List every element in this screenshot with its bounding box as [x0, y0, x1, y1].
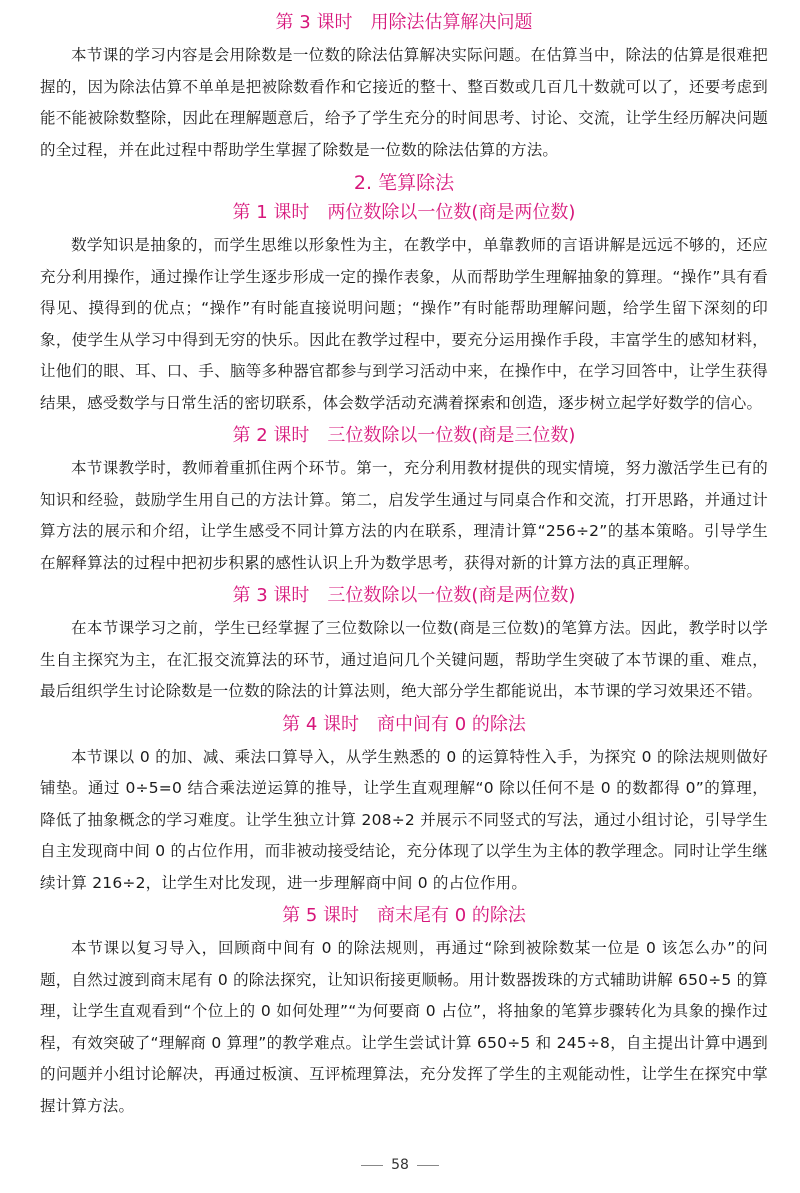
page-content [40, 6, 768, 1122]
section-paragraph: 本节课教学时，教师着重抓住两个环节。第一，充分利用教材提供的现实情境，努力激活学生已有的知识和经验，鼓励学生用自己的方法计算。第二，启发学生通过与同桌合作和交流，打开思路，并通过计算方法的展示和介绍，让学生感受不同计算方法的内在联系，理清计算“256÷2”的基本策略。引导学生在解释算法的过程中把初步积累的感性认识上升为数学思考，获得对新的计算方法的真正理解。 [40, 459, 768, 572]
section-paragraph: 本节课以 0 的加、减、乘法口算导入，从学生熟悉的 0 的运算特性入手，为探究 0 的除法规则做好铺垫。通过 0÷5=0 结合乘法逆运算的推导，让学生直观理解“0 除以任何不是 0 的数都得 0”的算理，降低了抽象概念的学习难度。让学生独立计算 208÷2 并展示不同竖式的写法，通过小组讨论，引导学生自主发现商中间 0 的占位作用，而非被动接受结论，充分体现了以学生为主体的教学理念。同时让学生继续计算 216÷2，让学生对比发现，进一步理解商中间 0 的占位作用。 [40, 747, 768, 892]
footer-rule-right [417, 1165, 439, 1166]
section-paragraph: 本节课以复习导入，回顾商中间有 0 的除法规则，再通过“除到被除数某一位是 0 该怎么办”的问题，自然过渡到商末尾有 0 的除法探究，让知识衔接更顺畅。用计数器拨珠的方式辅助讲解 650÷5 的算理，让学生直观看到“个位上的 0 如何处理”“为何要商 0 占位”，将抽象的笔算步骤转化为具象的操作过程，有效突破了“理解商 0 算理”的教学难点。让学生尝试计算 650÷5 和 245÷8，自主提出计算中遇到的问题并小组讨论解决，再通过板演、互评梳理算法，充分发挥了学生的主观能动性，让学生在探究中掌握计算方法。 [40, 939, 768, 1115]
section-paragraph: 在本节课学习之前，学生已经掌握了三位数除以一位数(商是三位数)的笔算方法。因此，教学时以学生自主探究为主，在汇报交流算法的环节，通过追问几个关键问题，帮助学生突破了本节课的重、难点，最后组织学生讨论除数是一位数的除法的计算法则，绝大部分学生都能说出，本节课的学习效果还不错。 [40, 619, 768, 700]
page-number: 58 [391, 1157, 409, 1173]
section-heading: 第 5 课时 商末尾有 0 的除法 [282, 905, 526, 926]
section-paragraph: 数学知识是抽象的，而学生思维以形象性为主，在教学中，单靠教师的言语讲解是远远不够的，还应充分利用操作，通过操作让学生逐步形成一定的操作表象，从而帮助学生理解抽象的算理。“操作”具有看得见、摸得到的优点；“操作”有时能直接说明问题；“操作”有时能帮助理解问题，给学生留下深刻的印象，使学生从学习中得到无穷的快乐。因此在教学过程中，要充分运用操作手段，丰富学生的感知材料，让他们的眼、耳、口、手、脑等多种器官都参与到学习活动中来，在操作中，在学习回答中，让学生获得结果，感受数学与日常生活的密切联系，体会数学活动充满着探索和创造，逐步树立起学好数学的信心。 [40, 236, 768, 412]
section-heading: 第 4 课时 商中间有 0 的除法 [282, 713, 526, 735]
footer-rule-left [361, 1165, 383, 1166]
chapter-heading: 2. 笔算除法 [353, 172, 455, 194]
section-heading: 第 3 课时 用除法估算解决问题 [275, 12, 533, 33]
section-paragraph: 本节课的学习内容是会用除数是一位数的除法估算解决实际问题。在估算当中，除法的估算是很难把握的，因为除法估算不单单是把被除数看作和它接近的整十、整百数或几百几十数就可以了，还要考虑到能不能被除数整除，因此在理解题意后，给予了学生充分的时间思考、讨论、交流，让学生经历解决问题的全过程，并在此过程中帮助学生掌握了除数是一位数的除法估算的方法。 [40, 46, 768, 159]
section-heading: 第 3 课时 三位数除以一位数(商是两位数) [232, 585, 576, 606]
section-heading: 第 1 课时 两位数除以一位数(商是两位数) [232, 202, 576, 223]
page-footer [0, 1157, 800, 1173]
section-heading: 第 2 课时 三位数除以一位数(商是三位数) [232, 425, 576, 446]
